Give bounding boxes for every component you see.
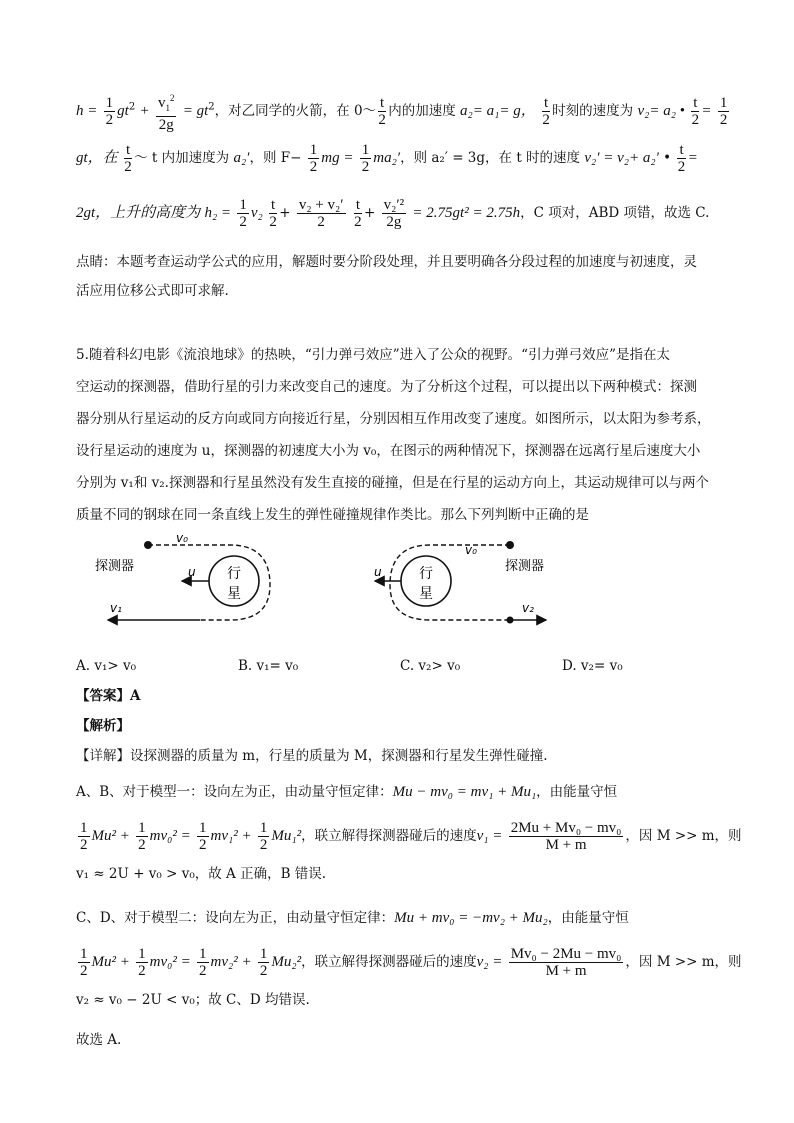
option-d: D. v₂= v₀ (562, 658, 623, 674)
planet-char-1: 行 (419, 566, 433, 582)
planet-char-2: 星 (227, 586, 241, 602)
question-line-4: 设行星运动的速度为 u，探测器的初速度大小为 v₀，在图示的两种情况下，探测器在远离行星后速度大小 (76, 443, 701, 459)
model-two-diagram (374, 541, 546, 624)
v2-start-dot (507, 617, 514, 624)
u-label: u (188, 565, 196, 579)
planet-char-2: 星 (419, 586, 433, 602)
question-line-5: 分别为 v₁和 v₂.探测器和行星虽然没有发生直接的碰撞，但是在行星的运动方向上，其运动规律可以与两个 (76, 475, 709, 491)
cd-momentum-line: C、D、对于模型二：设向左为正，由动量守恒定律：Mu + mv₀ = −mv₂ + Mu₂，由能量守恒 (76, 910, 629, 926)
prev-line-3: 2gt，上升的高度为 h₂ = $\frac{1}{2}$ v₂ $\frac{t}{2}$ + $\frac{\text{v₂ + v₂′}}{2}$ $\frac{t}{2}$ + $\frac{\text{v₂′²}}{2g}$ = 2.75gt² = 2.75h，C 项对，ABD 项错，故选 C. (76, 197, 710, 230)
option-b: B. v₁= v₀ (238, 658, 299, 674)
probe-label: 探测器 (505, 559, 545, 574)
option-a: A. v₁> v₀ (76, 658, 137, 674)
trajectory-dashed (390, 545, 510, 620)
cd-energy-line: $\frac{1}{2}$ Mu² + $\frac{1}{2}$ mv₀² = $\frac{1}{2}$ mv₂² + $\frac{1}{2}$ Mu₂²，联立解得探测器碰后的速度v₂ = $\frac{\text{Mv₀ − 2Mu − mv₀}}{M + m}$ ，因 M >> m，则 (80, 946, 742, 979)
question-line-1: 5.随着科幻电影《流浪地球》的热映，“引力弹弓效应”进入了公众的视野。“引力弹弓效应”是指在太 (76, 347, 670, 363)
question-line-6: 质量不同的钢球在同一条直线上发生的弹性碰撞规律作类比。那么下列判断中正确的是 (76, 507, 589, 523)
question-line-3: 器分别从行星运动的反方向或同方向接近行星，分别因相互作用改变了速度。如图所示，以太阳为参考系， (76, 411, 711, 427)
ab-momentum-line: A、B、对于模型一：设向左为正，由动量守恒定律：Mu − mv₀ = mv₁ + Mu₁，由能量守恒 (76, 784, 618, 800)
analysis-label: 【解析】 (76, 718, 130, 734)
detail-line: 【详解】设探测器的质量为 m，行星的质量为 M，探测器和行星发生弹性碰撞. (76, 748, 548, 764)
final-answer: 故选 A. (76, 1032, 122, 1048)
v1-label: v₁ (110, 601, 122, 615)
planet-char-1: 行 (227, 566, 241, 582)
slingshot-figure (90, 530, 570, 640)
prev-line-2: gt，在 $\frac{t}{2}$ ～ t 内加速度为 a₂′，则 F− $\frac{1}{2}$ mg = $\frac{1}{2}$ ma₂′，则 a₂′ = 3g，在 t 时的速度 v₂′ = v₂+ a₂′ • $\frac{t}{2}$ = (76, 142, 698, 175)
prev-line-1: h = $\frac{1}{2}$ $gt^2$ + $\frac{v_1^2}{2g}$ = $gt^2$，对乙同学的火箭，在 0～ $\frac{t}{2}$ 内的加速度 a₂= a₁= g， $\frac{t}{2}$ 时刻的速度为 v₂= a₂ • $\frac{t}{2}$ = $\frac{1}{2}$ (76, 90, 731, 133)
tip-line-2: 活应用位移公式即可求解. (76, 283, 229, 299)
cd-result-line: v₂ ≈ v₀ − 2U < v₀；故 C、D 均错误. (76, 992, 310, 1008)
model-one-diagram (95, 531, 270, 620)
tip-line-1: 点睛：本题考查运动学公式的应用，解题时要分阶段处理，并且要明确各分段过程的加速度与初速度，灵 (76, 254, 697, 270)
question-line-2: 空运动的探测器，借助行星的引力来改变自己的速度。为了分析这个过程，可以提出以下两种模式：探测 (76, 379, 697, 395)
option-c: C. v₂> v₀ (400, 658, 461, 674)
u-label: u (374, 565, 382, 579)
answer-label: 【答案】A (76, 688, 141, 704)
probe-label: 探测器 (95, 559, 135, 574)
v0-label: v₀ (176, 531, 188, 545)
ab-energy-line: $\frac{1}{2}$ Mu² + $\frac{1}{2}$ mv₀² = $\frac{1}{2}$ mv₁² + $\frac{1}{2}$ Mu₁²，联立解得探测器碰后的速度v₁ = $\frac{\text{2Mu + Mv₀ − mv₀}}{M + m}$ ，因 M >> m，则 (80, 820, 742, 853)
v2-label: v₂ (522, 601, 534, 615)
v0-label: v₀ (465, 543, 477, 557)
ab-result-line: v₁ ≈ 2U + v₀ > v₀，故 A 正确，B 错误. (76, 866, 327, 882)
